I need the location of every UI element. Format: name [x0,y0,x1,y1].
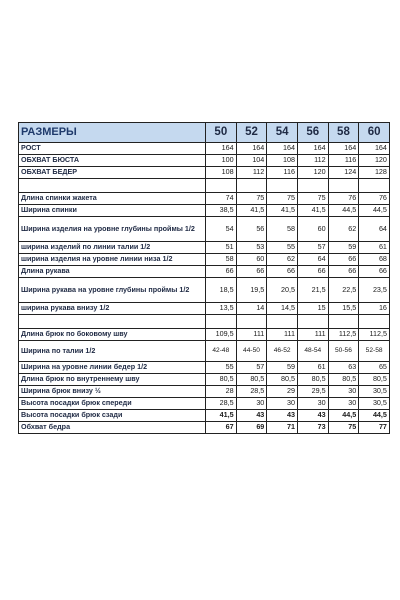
row-value: 57 [236,361,267,373]
row-value: 44,5 [359,409,390,421]
row-value: 164 [297,143,328,155]
row-label: Ширина брюк внизу ½ [19,385,206,397]
row-value: 62 [267,254,298,266]
row-label: Ширина спинки [19,205,206,217]
row-label: РОСТ [19,143,206,155]
row-value: 14,5 [267,303,298,315]
row-value: 112 [236,167,267,179]
table-row [19,397,390,409]
table-row [19,409,390,421]
row-value: 29,5 [297,385,328,397]
size-header: 58 [328,123,359,143]
table-row [19,421,390,433]
table-title: РАЗМЕРЫ [19,123,206,143]
row-value: 109,5 [206,329,237,341]
row-label [19,315,206,329]
table-row [19,266,390,278]
row-value: 66 [328,266,359,278]
row-value: 66 [206,266,237,278]
size-chart [18,122,389,434]
row-value [267,315,298,329]
row-value: 108 [267,155,298,167]
row-value: 61 [297,361,328,373]
row-value: 57 [297,242,328,254]
row-value [297,179,328,193]
row-value: 80,5 [206,373,237,385]
row-value: 19,5 [236,278,267,303]
size-table [18,122,390,434]
row-value: 66 [236,266,267,278]
row-value: 112,5 [359,329,390,341]
row-value: 58 [206,254,237,266]
row-value [297,315,328,329]
row-value: 55 [267,242,298,254]
row-value: 64 [297,254,328,266]
row-value: 80,5 [236,373,267,385]
row-value: 16 [359,303,390,315]
row-value: 28,5 [206,397,237,409]
header-row [19,123,390,143]
row-value [328,315,359,329]
row-value: 52-58 [359,341,390,362]
row-value: 63 [328,361,359,373]
row-label: Длина рукава [19,266,206,278]
table-row [19,242,390,254]
row-value: 62 [328,217,359,242]
row-label: ширина изделия на уровне линии низа 1/2 [19,254,206,266]
row-value: 23,5 [359,278,390,303]
row-value: 75 [297,193,328,205]
row-value: 44,5 [328,409,359,421]
row-label: Ширина изделия на уровне глубины проймы 1/2 [19,217,206,242]
table-row [19,155,390,167]
table-row [19,278,390,303]
row-value: 66 [297,266,328,278]
row-value: 75 [267,193,298,205]
row-label: Высота посадки брюк сзади [19,409,206,421]
size-header: 54 [267,123,298,143]
row-value: 69 [236,421,267,433]
row-value: 44,5 [328,205,359,217]
row-value: 44-50 [236,341,267,362]
row-label: ОБХВАТ БЕДЕР [19,167,206,179]
row-value: 80,5 [297,373,328,385]
row-value: 164 [236,143,267,155]
row-value: 28 [206,385,237,397]
row-value: 48-54 [297,341,328,362]
row-label: ширина рукава внизу 1/2 [19,303,206,315]
table-row [19,373,390,385]
row-value: 30,5 [359,385,390,397]
row-value [236,179,267,193]
row-value: 66 [359,266,390,278]
table-row [19,205,390,217]
row-value: 111 [267,329,298,341]
row-value: 104 [236,155,267,167]
row-value: 116 [328,155,359,167]
spacer-row [19,179,390,193]
row-value: 124 [328,167,359,179]
row-value: 51 [206,242,237,254]
row-value: 41,5 [236,205,267,217]
row-value: 164 [206,143,237,155]
row-value: 66 [267,266,298,278]
row-value: 54 [206,217,237,242]
row-value: 43 [297,409,328,421]
row-label: Высота посадки брюк спереди [19,397,206,409]
row-value: 30 [328,385,359,397]
size-header: 60 [359,123,390,143]
row-value: 41,5 [267,205,298,217]
row-value: 164 [267,143,298,155]
table-row [19,361,390,373]
row-value: 41,5 [206,409,237,421]
row-value: 164 [328,143,359,155]
table-row [19,303,390,315]
row-value: 76 [359,193,390,205]
row-value: 80,5 [328,373,359,385]
table-row [19,341,390,362]
row-value: 15,5 [328,303,359,315]
row-value: 43 [236,409,267,421]
row-value: 64 [359,217,390,242]
row-value: 30 [297,397,328,409]
row-value: 43 [267,409,298,421]
row-value [206,315,237,329]
row-value: 116 [267,167,298,179]
row-label: Ширина по талии 1/2 [19,341,206,362]
spacer-row [19,315,390,329]
row-label: Ширина на уровне линии бедер 1/2 [19,361,206,373]
row-value [206,179,237,193]
row-value: 80,5 [267,373,298,385]
row-value: 112 [297,155,328,167]
row-value: 21,5 [297,278,328,303]
row-label: Длина брюк по внутреннему шву [19,373,206,385]
size-header: 50 [206,123,237,143]
row-label: ОБХВАТ БЮСТА [19,155,206,167]
row-value: 50-56 [328,341,359,362]
row-value: 59 [267,361,298,373]
row-value: 20,5 [267,278,298,303]
row-value: 30 [267,397,298,409]
row-value: 28,5 [236,385,267,397]
row-value: 53 [236,242,267,254]
row-value: 120 [297,167,328,179]
row-value: 128 [359,167,390,179]
row-value: 77 [359,421,390,433]
row-value: 66 [328,254,359,266]
row-value: 73 [297,421,328,433]
row-value [328,179,359,193]
row-value: 41,5 [297,205,328,217]
row-value: 42-48 [206,341,237,362]
row-value: 44,5 [359,205,390,217]
row-value: 46-52 [267,341,298,362]
row-value: 18,5 [206,278,237,303]
row-value: 100 [206,155,237,167]
row-value: 29 [267,385,298,397]
row-value: 108 [206,167,237,179]
table-row [19,217,390,242]
row-value: 38,5 [206,205,237,217]
row-value: 55 [206,361,237,373]
row-value: 59 [328,242,359,254]
table-row [19,254,390,266]
row-value [236,315,267,329]
row-value: 14 [236,303,267,315]
row-value: 76 [328,193,359,205]
size-header: 56 [297,123,328,143]
row-value: 80,5 [359,373,390,385]
row-value: 65 [359,361,390,373]
row-value: 13,5 [206,303,237,315]
table-row [19,193,390,205]
row-label: Длина брюк по боковому шву [19,329,206,341]
row-value: 30,5 [359,397,390,409]
row-value: 120 [359,155,390,167]
row-label: Ширина рукава на уровне глубины проймы 1/2 [19,278,206,303]
row-value [359,179,390,193]
row-value: 58 [267,217,298,242]
row-value: 111 [236,329,267,341]
row-value: 56 [236,217,267,242]
table-row [19,143,390,155]
row-value: 30 [328,397,359,409]
row-value: 60 [236,254,267,266]
row-value: 60 [297,217,328,242]
row-value: 71 [267,421,298,433]
table-row [19,329,390,341]
row-value: 75 [236,193,267,205]
table-row [19,167,390,179]
row-label [19,179,206,193]
row-value: 15 [297,303,328,315]
row-value [359,315,390,329]
row-value: 164 [359,143,390,155]
row-value: 112,5 [328,329,359,341]
row-value: 22,5 [328,278,359,303]
row-value: 75 [328,421,359,433]
size-header: 52 [236,123,267,143]
row-value: 67 [206,421,237,433]
table-row [19,385,390,397]
row-value: 74 [206,193,237,205]
row-value: 111 [297,329,328,341]
row-value [267,179,298,193]
row-value: 61 [359,242,390,254]
row-value: 68 [359,254,390,266]
row-value: 30 [236,397,267,409]
row-label: Длина спинки жакета [19,193,206,205]
row-label: Обхват бедра [19,421,206,433]
row-label: ширина изделий по линии талии 1/2 [19,242,206,254]
